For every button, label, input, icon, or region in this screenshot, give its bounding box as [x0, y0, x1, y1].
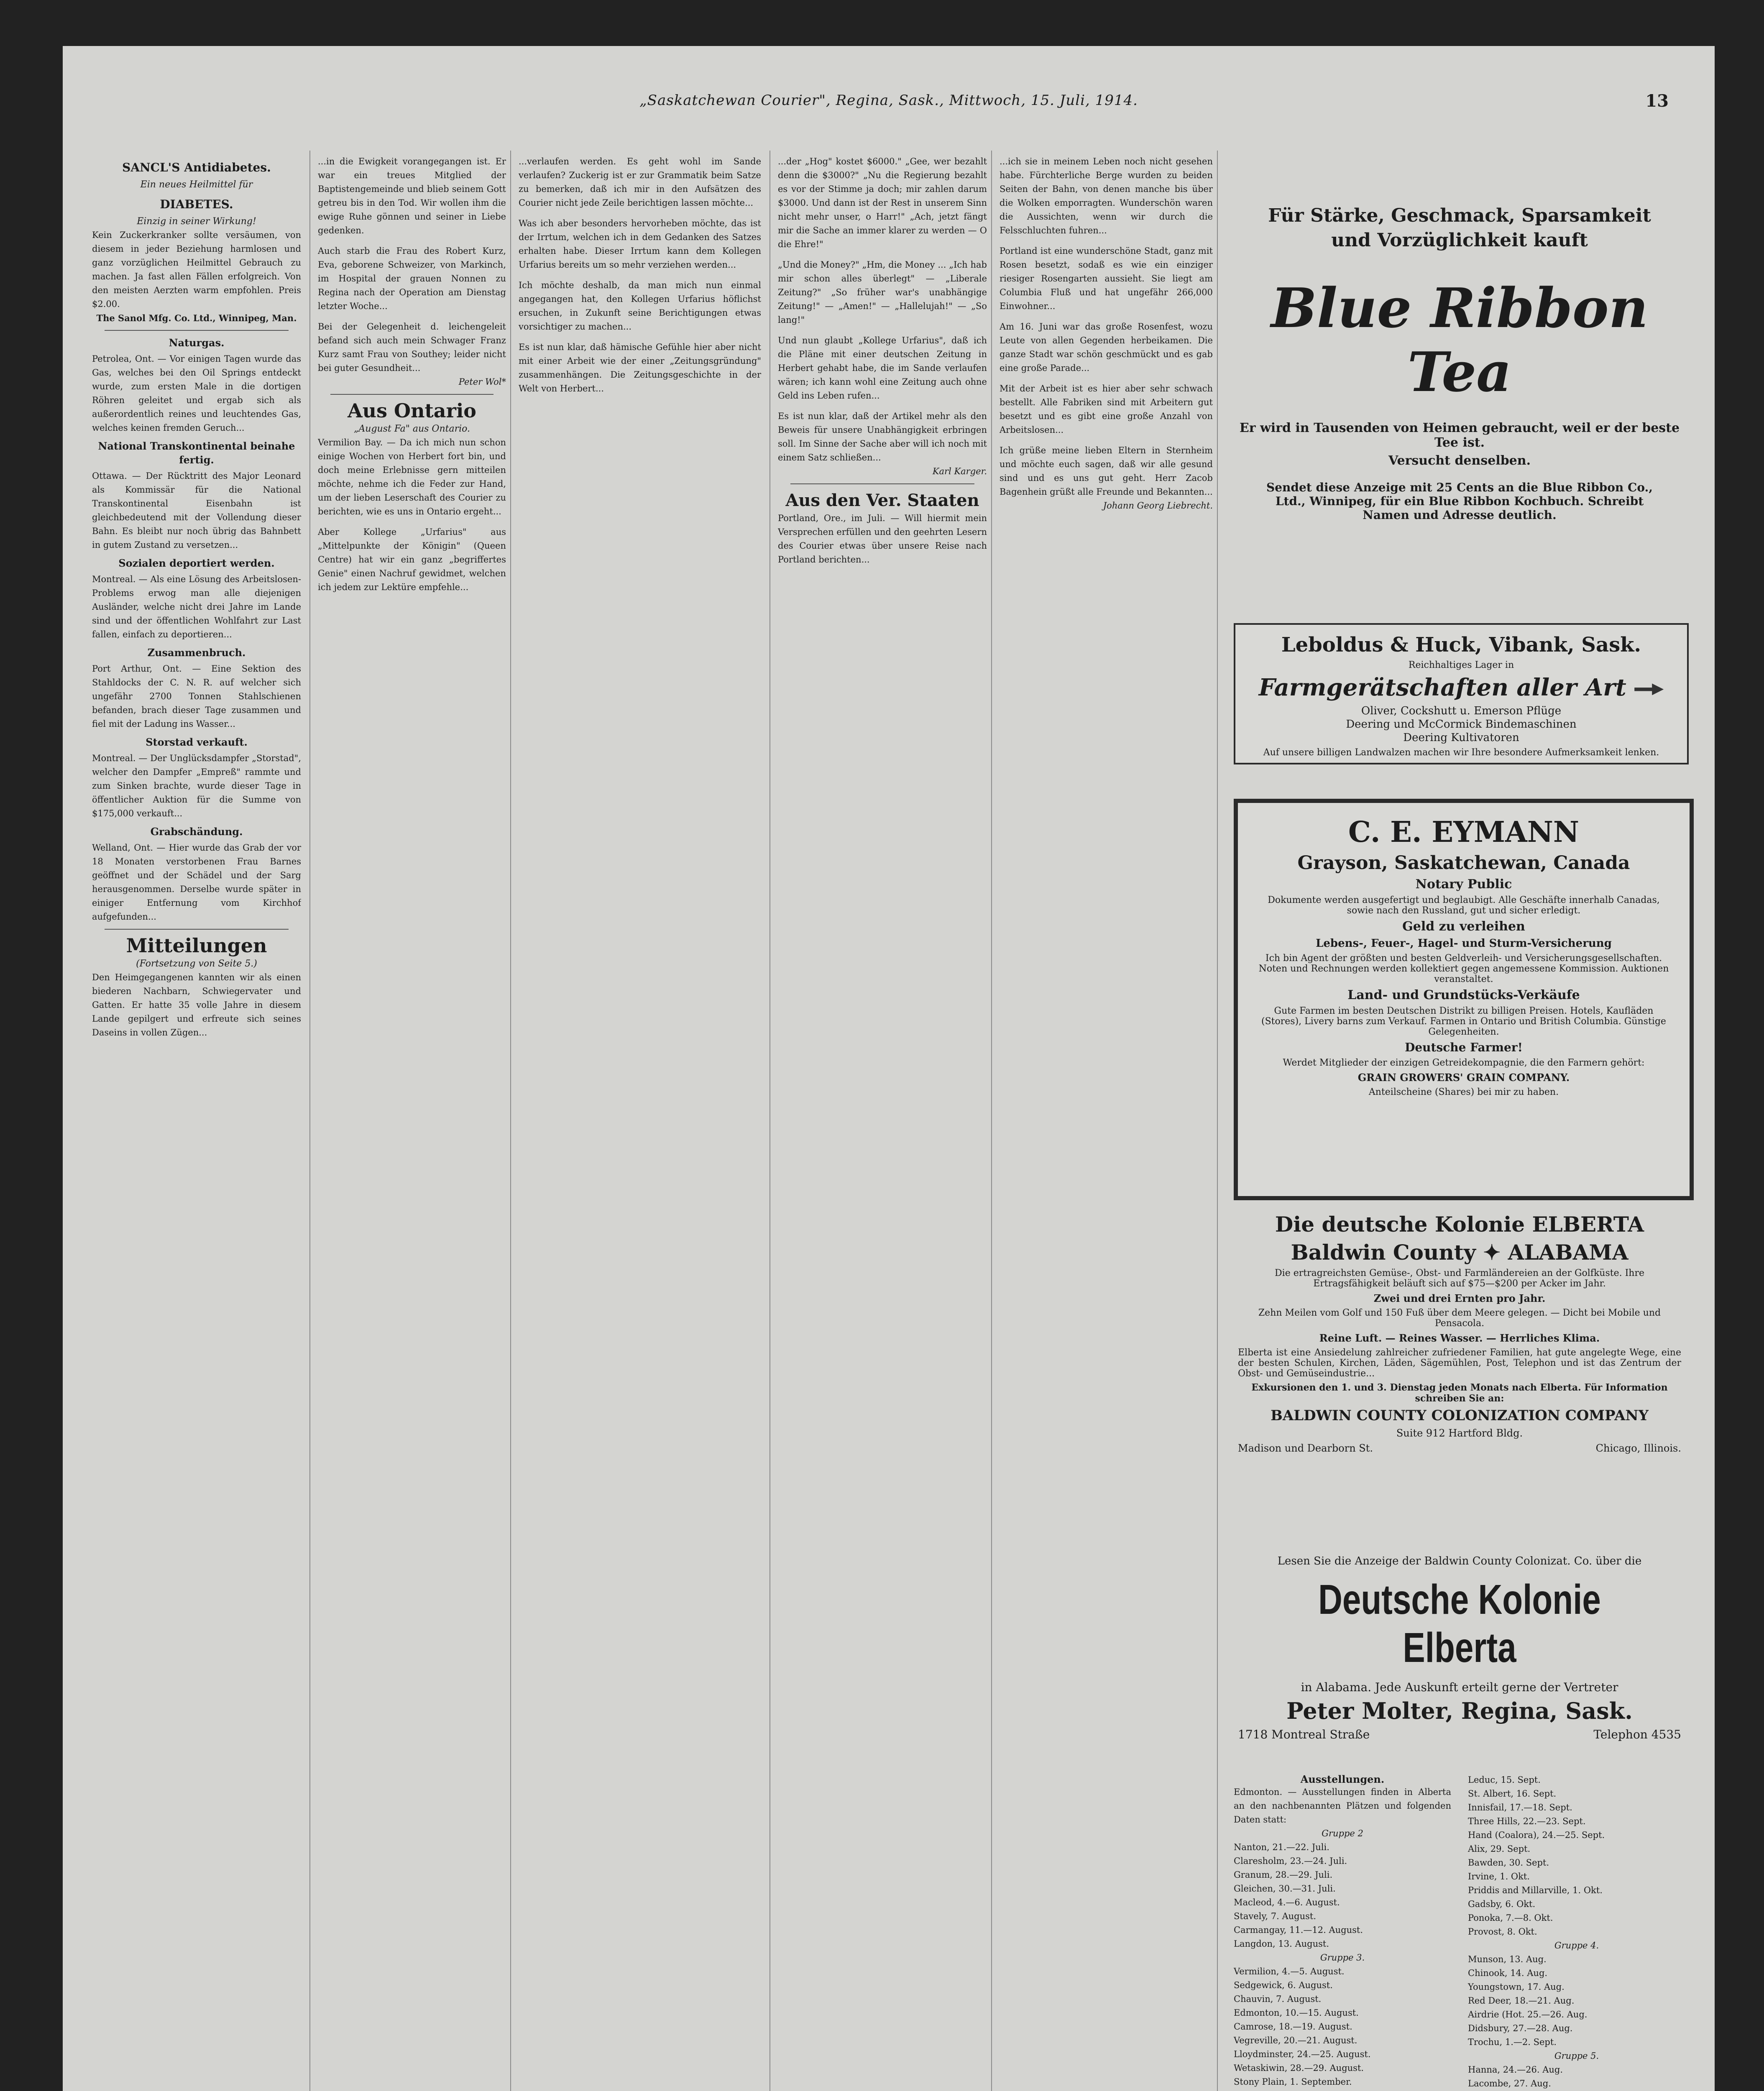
ausstellung-item: Munson, 13. Aug.: [1468, 1954, 1547, 1964]
ausstellung-item: Red Deer, 18.—21. Aug.: [1468, 1996, 1575, 2006]
divider: [790, 483, 974, 484]
ausstellung-item: [1234, 2089, 1451, 2091]
headline-sozial: Sozialen deportiert werden.: [118, 557, 275, 569]
article-top: ...der „Hog" kostet $6000." „Gee, wer bezahlt denn die $3000?" „Nu die Regierung bezahlt es vor der Stimme ja doch; mir zahlen darum $3000. Und dann ist der Rest in unserem Sinn nicht mehr unser, o Harr!" „Ach, jetzt fängt mir die Sache an immer klarer zu werden — O die Ehre!": [778, 156, 987, 249]
ausstellung-item: St. Albert, 16. Sept.: [1468, 1789, 1557, 1799]
article-storstad: Montreal. — Der Unglücksdampfer „Storstad", welcher den Dampfer „Empreß" rammte und zum Sinken brachte, wurde dieser Tage in öffentlicher Auktion für die Summe von $175,000 verkauft...: [92, 753, 301, 818]
article-ende: Ich grüße meine lieben Eltern in Sternheim und möchte euch sagen, daß wir alle gesund sind und es uns gut geht. Herr Zacob Bagenhein grüßt alle Freunde und Bekannten...: [1000, 445, 1213, 497]
article-gedanken: Bei der Gelegenheit d. leichengeleit befand sich auch mein Schwager Franz Kurz samt Frau von Southey; leider nicht bei guter Gesundheit...: [318, 322, 506, 373]
eymann-notary: Notary Public: [1415, 877, 1512, 892]
article-bahn: Ottawa. — Der Rücktritt des Major Leonard als Kommissär für die National Transkontinental Eisenbahn ist gleichbedeutend mit der Vollendung dieser Bahn. Es bleibt nur noch übrig das Bahnbett in gutem Zustand zu versetzen...: [92, 471, 301, 550]
article-part-4: Es ist nun klar, daß hämische Gefühle hier aber nicht mit einer Arbeit wie der einer „Zeitungsgründung" zusammenhängen. Die Zeitungsgeschichte in der Welt von Herbert...: [519, 342, 761, 394]
article-zusammenbruch: Port Arthur, Ont. — Eine Sektion des Stahldocks der C. N. R. auf welcher sich ungefähr 2700 Tonnen Stahlschienen befanden, brach dieser Tage zusammen und fiel mit der Ladung ins Wasser...: [92, 664, 301, 729]
headline-bahn: National Transkontinental beinahe fertig.: [98, 440, 295, 466]
article-frau: Auch starb die Frau des Robert Kurz, Eva, geborene Schweizer, von Markinch, im Hospital der grauen Nonnen zu Regina nach der Operation am Dienstag letzter Woche...: [318, 246, 506, 311]
headline-storstad: Storstad verkauft.: [146, 736, 248, 748]
ausstellung-item: Didsbury, 27.—28. Aug.: [1468, 2023, 1573, 2033]
leboldus-sub: Reichhaltiges Lager in: [1408, 660, 1514, 670]
ausstellung-item: Vermilion, 4.—5. August.: [1234, 1966, 1345, 1976]
leboldus-line-1: Oliver, Cockshutt u. Emerson Pflüge: [1361, 705, 1562, 717]
article-ontario: Vermilion Bay. — Da ich mich nun schon einige Wochen von Herbert fort bin, und doch meine Erlebnisse gern mitteilen möchte, nehme ich die Feder zur Hand, um der lieben Leserschaft des Courier zu berichten, wie es uns in Ontario ergeht...: [318, 437, 506, 516]
leboldus-big-text: Farmgerätschaften aller Art: [1258, 674, 1626, 701]
ausstellung-item: Airdrie (Hot. 25.—26. Aug.: [1468, 2009, 1588, 2019]
ausstellungen-section: [1234, 1773, 1685, 2091]
column-2: [318, 155, 506, 2091]
ausstellung-item: Chinook, 14. Aug.: [1468, 1968, 1548, 1978]
tea-line-1: Für Stärke, Geschmack, Sparsamkeit: [1268, 205, 1651, 226]
ad-eymann: [1234, 799, 1694, 1200]
pointing-hand-icon: [1634, 683, 1664, 695]
ausstellungen-intro: Edmonton. — Ausstellungen finden in Alberta an den nachbenannten Plätzen und folgenden Daten statt:: [1234, 1787, 1451, 1825]
column-divider: [1217, 151, 1218, 2091]
kolonie-pre: Lesen Sie die Anzeige der Baldwin County Colonizat. Co. über die: [1277, 1555, 1642, 1567]
ausstellung-item: Trochu, 1.—2. Sept.: [1468, 2037, 1557, 2047]
ausstellung-item: Provost, 8. Okt.: [1468, 1927, 1537, 1937]
leboldus-firm: Leboldus & Huck, Vibank, Sask.: [1281, 633, 1641, 657]
elberta-line-4: Reine Luft. — Reines Wasser. — Herrliches Klima.: [1319, 1332, 1600, 1344]
article-aus: Es ist nun klar, daß der Artikel mehr als den Beweis für unsere Unabhängigkeit erbringen soll. Im Sinne der Sache aber will ich noch mit einem Satz schließen...: [778, 411, 987, 463]
kolonie-address: 1718 Montreal Straße: [1238, 1728, 1370, 1741]
kolonie-title: Deutsche Kolonie Elberta: [1318, 1576, 1601, 1671]
ausstellung-item: Gruppe 4.: [1554, 1940, 1599, 1950]
signature: Karl Karger.: [932, 466, 987, 476]
ausstellungen-left: [1234, 1773, 1451, 2091]
article-sozial: Montreal. — Als eine Lösung des Arbeitslosen-Problems erwog man alle diejenigen Ausländer, welche nicht drei Jahre im Lande sind und der öffentlichen Wohlfahrt zur Last fallen, einfach zu deportieren...: [92, 574, 301, 639]
ausstellung-item: Gruppe 3.: [1320, 1953, 1365, 1963]
ausstellung-item: Ponoka, 7.—8. Okt.: [1468, 1913, 1553, 1923]
column-3: [519, 155, 761, 2091]
eymann-head-2: Land- und Grundstücks-Verkäufe: [1347, 988, 1580, 1002]
headline-mitteilungen: Mitteilungen: [126, 934, 267, 957]
ausstellung-item: Bawden, 30. Sept.: [1468, 1858, 1549, 1868]
column-5: [1000, 155, 1213, 2091]
article-intro: ...in die Ewigkeit vorangegangen ist. Er war ein treues Mitglied der Baptistengemeinde und blieb seinem Gott getreu bis in den Tod. Wir wollen ihm die ewige Ruhe gönnen und seiner in Liebe gedenken.: [318, 156, 506, 235]
eymann-line-2: Lebens-, Feuer-, Hagel- und Sturm-Versicherung: [1316, 937, 1612, 950]
antidiabetes-ad-title: SANCL'S Antidiabetes.: [122, 161, 271, 174]
antidiabetes-ad-firm: The Sanol Mfg. Co. Ltd., Winnipeg, Man.: [96, 313, 297, 323]
elberta-line-5: Elberta ist eine Ansiedelung zahlreicher zufriedener Familien, hat gute angelegte Wege, eine der besten Schulen, Kirchen, Läden, Sägemühlen, Post, Telephon und ist das Zentrum der Obst- und Gemüseindustrie...: [1238, 1347, 1681, 1379]
eymann-line-4: Gute Farmen im besten Deutschen Distrikt zu billigen Preisen. Hotels, Kaufläden (Stores), Livery barns zum Verkauf. Farmen in Ontario und British Columbia. Günstige Gelegenheiten.: [1261, 1006, 1666, 1037]
ausstellung-item: Edmonton, 10.—15. August.: [1234, 2008, 1359, 2018]
ausstellungen-columns: [1234, 1773, 1685, 2091]
ausstellung-item: Carmangay, 11.—12. August.: [1234, 1925, 1363, 1935]
ausstellung-item: Stony Plain, 1. September.: [1234, 2077, 1352, 2087]
divider: [105, 330, 289, 331]
ausstellung-item: Stavely, 7. August.: [1234, 1911, 1317, 1921]
kolonie-line-1: in Alabama. Jede Auskunft erteilt gerne der Vertreter: [1301, 1680, 1618, 1694]
page-number: 13: [1645, 91, 1669, 111]
article-top: ...ich sie in meinem Leben noch nicht gesehen habe. Fürchterliche Berge wurden zu beiden Seiten der Bahn, von denen manche bis über die Wolken emporragten. Wunderschön waren die Aussichten, wenn wir durch die Felsschluchten fuhren...: [1000, 156, 1213, 235]
elberta-line-8: Suite 912 Hartford Bldg.: [1396, 1427, 1523, 1439]
article-mid: Und nun glaubt „Kollege Urfarius", daß ich die Pläne mit einer deutschen Zeitung in Herbert gehabt habe, die im Sande verlaufen wären; ich kann wohl eine Zeitung auch ohne Geld ins Leben rufen...: [778, 335, 987, 401]
ausstellung-item: Hanna, 24.—26. Aug.: [1468, 2065, 1563, 2075]
column-divider: [510, 151, 511, 2091]
ausstellung-item: Sedgewick, 6. August.: [1234, 1980, 1333, 1990]
antidiabetes-ad-head: DIABETES.: [160, 197, 233, 211]
elberta-title-1: Die deutsche Kolonie ELBERTA: [1275, 1212, 1644, 1237]
headline-grabschaendung: Grabschändung.: [150, 826, 243, 838]
elberta-line-1: Die ertragreichsten Gemüse-, Obst- und Farmländereien an der Golfküste. Ihre Ertragsfähigkeit beläuft sich auf $75—$200 per Acker im Jahr.: [1275, 1268, 1644, 1289]
article-arbeit: Mit der Arbeit ist es hier aber sehr schwach bestellt. Alle Fabriken sind mit Arbeitern gut besetzt und es gibt eine große Anzahl von Arbeitslosen...: [1000, 383, 1213, 435]
column-divider: [991, 151, 992, 2091]
ausstellung-item: Chauvin, 7. August.: [1234, 1994, 1322, 2004]
ausstellung-item: Camrose, 18.—19. August.: [1234, 2022, 1352, 2032]
headline-zusammenbruch: Zusammenbruch.: [147, 647, 246, 659]
antidiabetes-ad-sub: Ein neues Heilmittel für: [140, 179, 253, 190]
ausstellungen-right: [1468, 1773, 1685, 2091]
eymann-line-6: GRAIN GROWERS' GRAIN COMPANY.: [1358, 1071, 1570, 1084]
eymann-line-3: Ich bin Agent der größten und besten Geldverleih- und Versicherungsgesellschaften. Noten und Rechnungen werden kollektiert gegen angemessene Kommission. Auktionen veranstaltet.: [1258, 953, 1669, 984]
ausstellung-item: Alix, 29. Sept.: [1468, 1844, 1531, 1854]
article-rosenfest: Am 16. Juni war das große Rosenfest, wozu Leute von allen Gegenden herbeikamen. Die ganze Stadt war schön geschmückt und es gab eine große Parade...: [1000, 322, 1213, 373]
eymann-line-5: Werdet Mitglieder der einzigen Getreidekompagnie, die den Farmern gehört:: [1283, 1058, 1645, 1068]
signature: Peter Wol*: [458, 377, 506, 387]
ausstellungen-list-right: [1468, 1773, 1685, 2091]
page-header: „Saskatchewan Courier", Regina, Sask., Mittwoch, 15. Juli, 1914.: [639, 92, 1138, 109]
ausstellung-item: Hand (Coalora), 24.—25. Sept.: [1468, 1830, 1605, 1840]
elberta-line-6: Exkursionen den 1. und 3. Dienstag jeden Monats nach Elberta. Für Information schreiben Sie an:: [1251, 1382, 1668, 1404]
article-part-3: Ich möchte deshalb, da man mich nun einmal angegangen hat, den Kollegen Urfarius höflichst ersuchen, in Zukunft seine Berichtigungen etwas vorsichtiger zu machen...: [519, 280, 761, 332]
article-ver-staaten: Portland, Ore., im Juli. — Will hiermit mein Versprechen erfüllen und den geehrten Lesern des Courier etwas über unsere Reise nach Portland berichten...: [778, 513, 987, 565]
elberta-title-2: Baldwin County ✦ ALABAMA: [1291, 1240, 1629, 1265]
elberta-city: Chicago, Illinois.: [1595, 1442, 1681, 1454]
ausstellung-item: Youngstown, 17. Aug.: [1468, 1982, 1565, 1992]
ausstellung-item: Granum, 28.—29. Juli.: [1234, 1870, 1333, 1880]
ausstellung-item: Nanton, 21.—22. Juli.: [1234, 1842, 1329, 1852]
ausstellung-item: Gadsby, 6. Okt.: [1468, 1899, 1536, 1909]
signature: Johann Georg Liebrecht.: [1103, 501, 1213, 511]
ad-kolonie-elberta: [1230, 1552, 1690, 1744]
kolonie-name: Peter Molter, Regina, Sask.: [1286, 1697, 1633, 1724]
ausstellung-item: Leduc, 15. Sept.: [1468, 1775, 1541, 1785]
tea-brand: Blue Ribbon Tea: [1271, 276, 1649, 404]
tea-line-5: Sendet diese Anzeige mit 25 Cents an die Blue Ribbon Co., Ltd., Winnipeg, für ein Blue Ribbon Kochbuch. Schreibt Namen und Adresse deutlich.: [1266, 481, 1653, 522]
ausstellungen-title: Ausstellungen.: [1300, 1773, 1385, 1785]
mitteilungen-sub: (Fortsetzung von Seite 5.): [136, 959, 257, 969]
tea-line-3: Er wird in Tausenden von Heimen gebraucht, weil er der beste Tee ist.: [1239, 421, 1680, 450]
tea-line-4: Versucht denselben.: [1388, 453, 1531, 468]
elberta-line-3: Zehn Meilen vom Golf und 150 Fuß über dem Meere gelegen. — Dicht bei Mobile und Pensacola.: [1258, 1308, 1661, 1329]
elberta-address: [1238, 1442, 1681, 1454]
divider: [105, 929, 289, 930]
headline-ontario: Aus Ontario: [347, 399, 476, 422]
headline-ver-staaten: Aus den Ver. Staaten: [785, 491, 979, 510]
kolonie-telephone: Telephon 4535: [1593, 1728, 1681, 1741]
ontario-sub: „August Fa" aus Ontario.: [354, 424, 470, 434]
eymann-name: C. E. EYMANN: [1348, 815, 1580, 849]
ausstellung-item: Priddis and Millarville, 1. Okt.: [1468, 1885, 1603, 1895]
kolonie-contact: [1238, 1728, 1681, 1741]
ausstellung-item: Claresholm, 23.—24. Juli.: [1234, 1856, 1347, 1866]
ausstellung-item: Gruppe 5.: [1554, 2051, 1599, 2061]
ausstellung-item: Wetaskiwin, 28.—29. August.: [1234, 2063, 1364, 2073]
antidiabetes-ad-line: Einzig in seiner Wirkung!: [137, 216, 256, 227]
article-mitteilungen: Den Heimgegangenen kannten wir als einen biederen Nachbarn, Schwiegervater und Gatten. Er hatte 35 volle Jahre in diesem Lande gepilgert und erfreute sich seines Daseins in vollen Zügen...: [92, 972, 301, 1038]
column-divider: [309, 151, 310, 2091]
leboldus-line-2: Deering und McCormick Bindemaschinen: [1346, 718, 1577, 731]
article-main: ...verlaufen werden. Es geht wohl im Sande verlaufen? Zuckerig ist er zur Grammatik beim Satze zu bemerken, daß ich mir in den Aufsätzen des Courier nicht jede Zeile berichtigen lassen möchte...: [519, 156, 761, 208]
ausstellung-item: Gleichen, 30.—31. Juli.: [1234, 1884, 1336, 1894]
elberta-line-7: BALDWIN COUNTY COLONIZATION COMPANY: [1271, 1407, 1649, 1424]
ausstellung-item: Three Hills, 22.—23. Sept.: [1468, 1816, 1586, 1826]
column-4: [778, 155, 987, 2091]
divider: [330, 394, 493, 395]
ausstellung-item: Irvine, 1. Okt.: [1468, 1871, 1530, 1881]
eymann-line-1: Dokumente werden ausgefertigt und beglaubigt. Alle Geschäfte innerhalb Canadas, sowie nach den Russland, gut und sicher erledigt.: [1268, 895, 1660, 916]
column-1: [92, 155, 301, 2091]
ausstellung-item: Gruppe 2: [1322, 1828, 1363, 1838]
newspaper-page: [63, 46, 1715, 2091]
eymann-line-7: Anteilscheine (Shares) bei mir zu haben.: [1368, 1087, 1559, 1097]
ausstellung-item: Lacombe, 27. Aug.: [1468, 2078, 1551, 2088]
leboldus-line-3: Deering Kultivatoren: [1403, 731, 1519, 744]
ausstellung-item: Langdon, 13. August.: [1234, 1939, 1329, 1949]
eymann-head-1: Geld zu verleihen: [1402, 919, 1525, 934]
ausstellung-item: Macleod, 4.—6. August.: [1234, 1897, 1340, 1907]
elberta-line-2: Zwei und drei Ernten pro Jahr.: [1373, 1292, 1546, 1304]
eymann-head-3: Deutsche Farmer!: [1405, 1040, 1523, 1054]
article-part-2: Was ich aber besonders hervorheben möchte, das ist der Irrtum, welchen ich in dem Gedanken des Satzes erhalten habe. Dieser Irrtum kann dem Kollegen Urfarius bereits um so mehr verziehen werden...: [519, 218, 761, 270]
leboldus-line-4: Auf unsere billigen Landwalzen machen wir Ihre besondere Aufmerksamkeit lenken.: [1263, 747, 1659, 758]
elberta-street: Madison und Dearborn St.: [1238, 1442, 1373, 1454]
ausstellungen-list-left: [1234, 1827, 1451, 2091]
tea-line-2: und Vorzüglichkeit kauft: [1331, 230, 1588, 251]
ad-blue-ribbon-tea: [1230, 171, 1690, 590]
ad-elberta: [1230, 1209, 1690, 1543]
article-portland: Portland ist eine wunderschöne Stadt, ganz mit Rosen besetzt, sodaß es wie ein einziger riesiger Rosengarten aussieht. Sie liegt am Columbia Fluß und hat ungefähr 266,000 Einwohner...: [1000, 246, 1213, 311]
ausstellung-item: Vegreville, 20.—21. August.: [1234, 2035, 1358, 2045]
article-ontario-2: Aber Kollege „Urfarius" aus „Mittelpunkte der Königin" (Queen Centre) hat wir ein ganz „begriffertes Genie" einen Nachruf gewidmet, welchen ich jedem zur Lektüre empfehle...: [318, 527, 506, 592]
ad-leboldus-huck: [1234, 623, 1689, 764]
article-naturgas: Petrolea, Ont. — Vor einigen Tagen wurde das Gas, welches bei den Oil Springs entdeckt wurde, zum ersten Male in die dortigen Röhren geleitet und ergab sich als außerordentlich reines und leuchtendes Gas, welches keinen fremden Geruch...: [92, 354, 301, 433]
article-dialog: „Und die Money?" „Hm, die Money ... „Ich hab mir schon alles überlegt" — „Liberale Zeitung?" „So früher war's unabhängige Zeitung!" — „Amen!" — „Hallelujah!" — „So lang!": [778, 260, 987, 325]
eymann-place: Grayson, Saskatchewan, Canada: [1297, 852, 1630, 874]
antidiabetes-ad-body: Kein Zuckerkranker sollte versäumen, von diesem in jeder Beziehung harmlosen und ganz vorzüglichen Heilmittel Gebrauch zu machen. Ja fast allen Fällen erfolgreich. Von den meisten Aerzten warm empfohlen. Preis $2.00.: [92, 230, 301, 309]
headline-naturgas: Naturgas.: [169, 337, 225, 349]
leboldus-big: [1235, 674, 1687, 701]
ausstellung-item: Innisfail, 17.—18. Sept.: [1468, 1802, 1572, 1812]
article-grabschaendung: Welland, Ont. — Hier wurde das Grab der vor 18 Monaten verstorbenen Frau Barnes geöffnet und der Schädel und der Sarg herausgenommen. Derselbe wurde später in einiger Entfernung vom Kirchhof aufgefunden...: [92, 843, 301, 922]
ausstellung-item: Lloydminster, 24.—25. August.: [1234, 2049, 1371, 2059]
